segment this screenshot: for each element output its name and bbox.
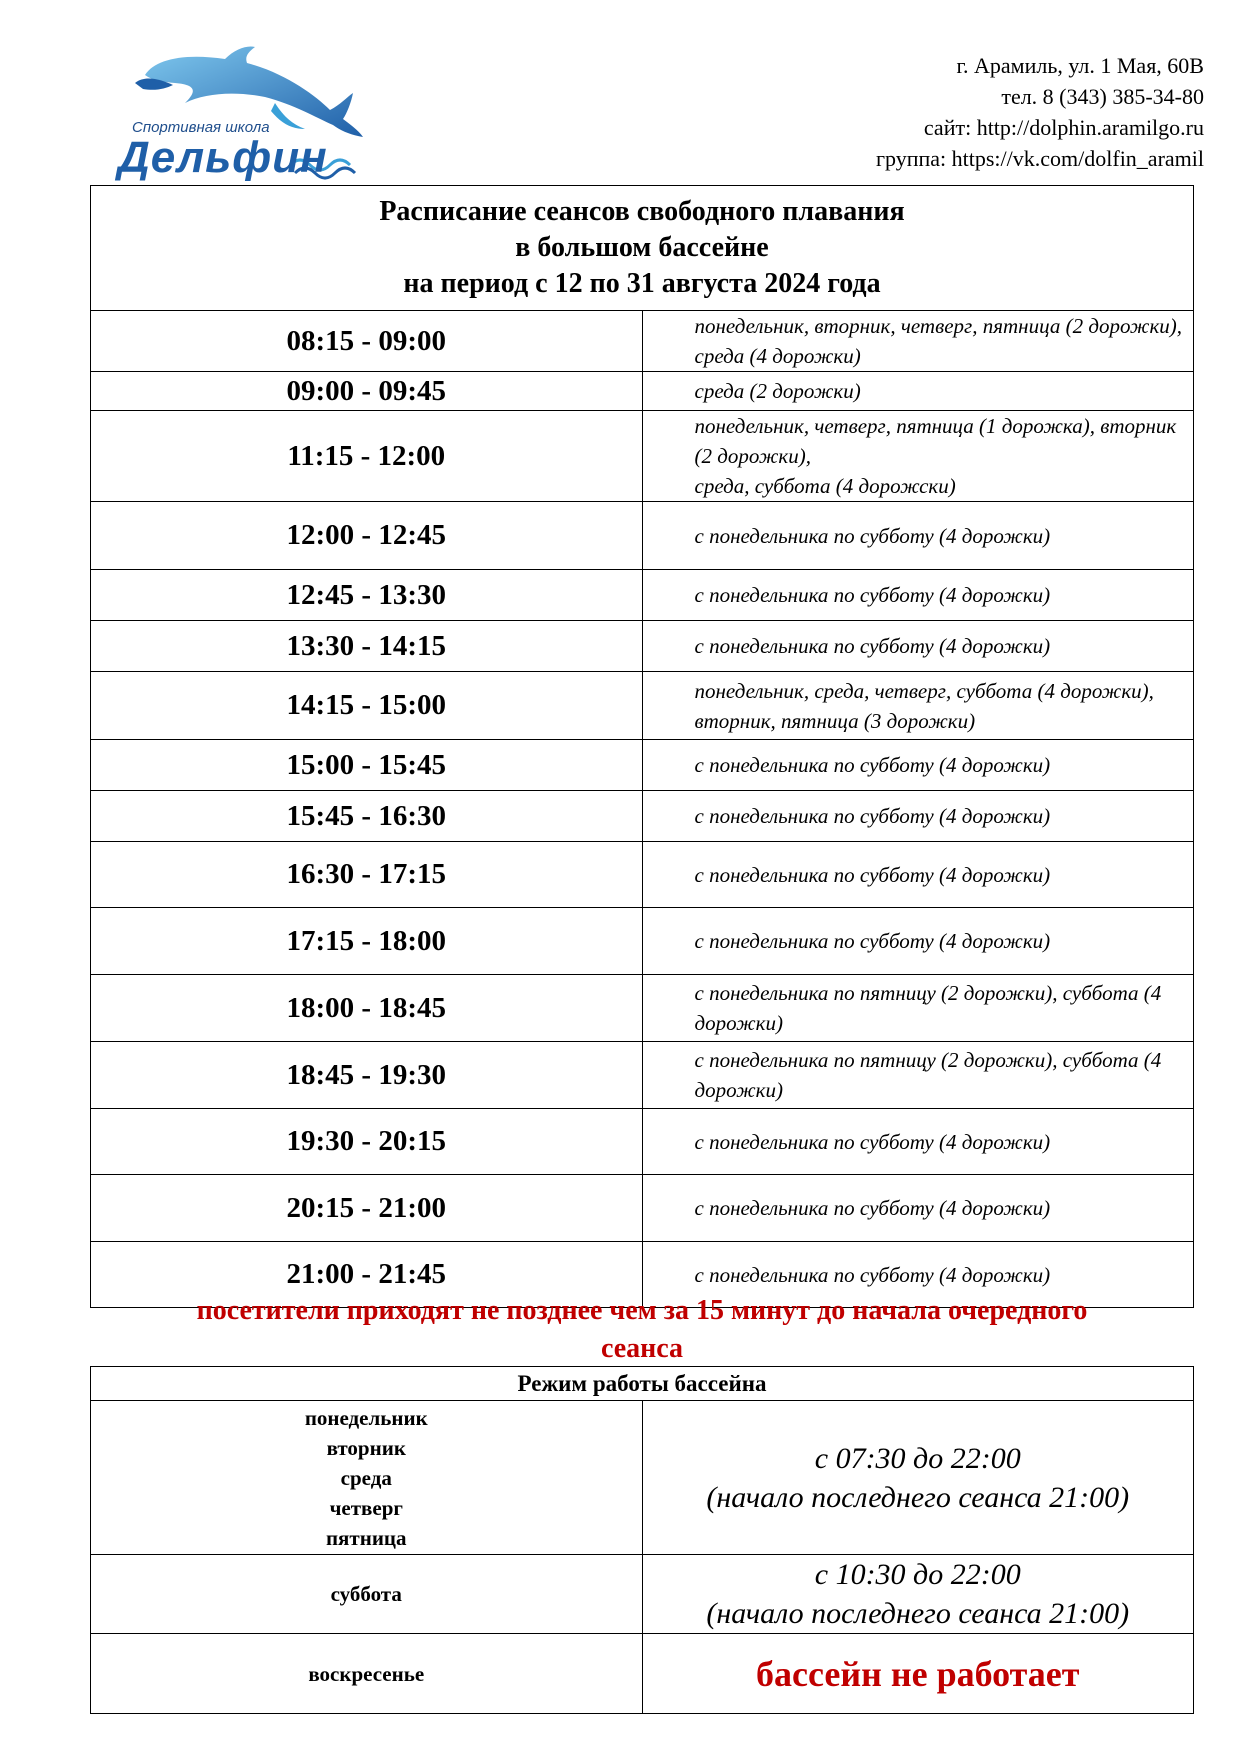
session-description bbox=[642, 1175, 1194, 1242]
session-time: 12:00 - 12:45 bbox=[91, 502, 643, 570]
logo-school-text: Спортивная школа bbox=[132, 119, 270, 136]
notice-line: сеанса bbox=[600, 1333, 684, 1364]
session-description bbox=[642, 570, 1194, 621]
hours-line: с 07:30 до 22:00 bbox=[814, 1441, 1021, 1475]
weekdays-cell bbox=[91, 1401, 643, 1555]
schedule-title-line: в большом бассейне bbox=[515, 232, 769, 263]
day-label: четверг bbox=[329, 1495, 403, 1520]
table-row bbox=[91, 372, 1194, 411]
session-time: 08:15 - 09:00 bbox=[91, 311, 643, 372]
table-row bbox=[91, 570, 1194, 621]
session-time: 09:00 - 09:45 bbox=[91, 372, 643, 411]
sunday-cell: воскресенье bbox=[91, 1634, 643, 1714]
schedule-title bbox=[91, 186, 1194, 311]
session-time: 21:00 - 21:45 bbox=[91, 1242, 643, 1308]
session-description bbox=[642, 791, 1194, 842]
day-label: среда bbox=[340, 1465, 392, 1490]
session-description bbox=[642, 1042, 1194, 1109]
session-description bbox=[642, 740, 1194, 791]
table-row bbox=[91, 621, 1194, 672]
table-row bbox=[91, 502, 1194, 570]
desc-line: с понедельника по субботу (4 дорожки) bbox=[694, 583, 1051, 607]
weekdays-hours bbox=[642, 1401, 1194, 1555]
desc-line: понедельник, вторник, четверг, пятница (2 дорожки), bbox=[694, 314, 1183, 338]
table-row bbox=[91, 1401, 1194, 1555]
website-text: сайт: http://dolphin.aramilgo.ru bbox=[923, 115, 1204, 140]
desc-line: с понедельника по субботу (4 дорожки) bbox=[694, 804, 1051, 828]
arrival-notice bbox=[90, 1292, 1194, 1368]
hours-title: Режим работы бассейна bbox=[91, 1367, 1194, 1401]
session-time: 11:15 - 12:00 bbox=[91, 411, 643, 502]
desc-line: с понедельника по субботу (4 дорожки) bbox=[694, 929, 1051, 953]
desc-line: с понедельника по субботу (4 дорожки) bbox=[694, 1196, 1051, 1220]
desc-line: с понедельника по субботу (4 дорожки) bbox=[694, 1262, 1051, 1287]
table-row bbox=[91, 740, 1194, 791]
table-row bbox=[91, 975, 1194, 1042]
saturday-cell: суббота bbox=[91, 1555, 643, 1634]
sunday-status: бассейн не работает bbox=[642, 1634, 1194, 1714]
session-description bbox=[642, 372, 1194, 411]
session-description bbox=[642, 311, 1194, 372]
desc-line: с понедельника по субботу (4 дорожки) bbox=[694, 634, 1051, 658]
schedule-title-line: Расписание сеансов свободного плавания bbox=[379, 196, 905, 227]
hours-line: (начало последнего сеанса 21:00) bbox=[706, 1480, 1130, 1514]
desc-line: с понедельника по субботу (4 дорожки) bbox=[694, 523, 1051, 548]
session-time: 16:30 - 17:15 bbox=[91, 842, 643, 908]
session-description bbox=[642, 672, 1194, 740]
desc-line: среда (4 дорожки) bbox=[694, 344, 861, 368]
schedule-table bbox=[90, 185, 1194, 1308]
session-time: 13:30 - 14:15 bbox=[91, 621, 643, 672]
session-description bbox=[642, 908, 1194, 975]
session-time: 14:15 - 15:00 bbox=[91, 672, 643, 740]
session-time: 18:45 - 19:30 bbox=[91, 1042, 643, 1109]
session-time: 18:00 - 18:45 bbox=[91, 975, 643, 1042]
session-description bbox=[642, 411, 1194, 502]
table-row bbox=[91, 1109, 1194, 1175]
desc-line: вторник, пятница (3 дорожки) bbox=[694, 708, 976, 733]
desc-line: с понедельника по пятницу (2 дорожки), суббота (4 дорожки) bbox=[694, 1048, 1162, 1102]
session-description bbox=[642, 1109, 1194, 1175]
desc-line: среда, суббота (4 дорожски) bbox=[694, 474, 956, 498]
day-label: вторник bbox=[326, 1435, 406, 1460]
session-time: 19:30 - 20:15 bbox=[91, 1109, 643, 1175]
session-description bbox=[642, 975, 1194, 1042]
table-row bbox=[91, 411, 1194, 502]
school-logo bbox=[115, 45, 395, 185]
session-time: 15:00 - 15:45 bbox=[91, 740, 643, 791]
schedule-title-row bbox=[91, 186, 1194, 311]
session-time: 12:45 - 13:30 bbox=[91, 570, 643, 621]
table-row bbox=[91, 311, 1194, 372]
table-row bbox=[91, 1042, 1194, 1109]
logo-brand-text: Дельфин bbox=[118, 133, 328, 182]
session-description bbox=[642, 621, 1194, 672]
vk-group-text: группа: https://vk.com/dolfin_aramil bbox=[875, 146, 1204, 171]
table-row bbox=[91, 791, 1194, 842]
contacts-block bbox=[876, 50, 1204, 174]
desc-line: среда (2 дорожки) bbox=[694, 379, 861, 403]
day-label: пятница bbox=[325, 1525, 407, 1550]
table-row bbox=[91, 1175, 1194, 1242]
session-time: 20:15 - 21:00 bbox=[91, 1175, 643, 1242]
saturday-hours bbox=[642, 1555, 1194, 1634]
hours-line: (начало последнего сеанса 21:00) bbox=[706, 1597, 1130, 1630]
table-row bbox=[91, 1634, 1194, 1714]
hours-line: с 10:30 до 22:00 bbox=[814, 1558, 1021, 1591]
session-time: 17:15 - 18:00 bbox=[91, 908, 643, 975]
desc-line: понедельник, четверг, пятница (1 дорожка), вторник (2 дорожки), bbox=[694, 414, 1177, 468]
table-row bbox=[91, 842, 1194, 908]
notice-line: посетители приходят не позднее чем за 15 минут до начала очередного bbox=[196, 1295, 1088, 1326]
desc-line: понедельник, среда, четверг, суббота (4 дорожки), bbox=[694, 678, 1154, 703]
session-description bbox=[642, 842, 1194, 908]
desc-line: с понедельника по субботу (4 дорожки) bbox=[694, 753, 1051, 777]
address-text: г. Арамиль, ул. 1 Мая, 60В bbox=[956, 53, 1204, 78]
table-row bbox=[91, 1555, 1194, 1634]
hours-title-row bbox=[91, 1367, 1194, 1401]
session-time: 15:45 - 16:30 bbox=[91, 791, 643, 842]
desc-line: с понедельника по субботу (4 дорожки) bbox=[694, 862, 1051, 887]
desc-line: с понедельника по пятницу (2 дорожки), суббота (4 дорожки) bbox=[694, 981, 1162, 1035]
schedule-title-line: на период с 12 по 31 августа 2024 года bbox=[403, 268, 881, 299]
session-description bbox=[642, 502, 1194, 570]
working-hours-table bbox=[90, 1366, 1194, 1714]
table-row bbox=[91, 672, 1194, 740]
desc-line: с понедельника по субботу (4 дорожки) bbox=[694, 1129, 1051, 1154]
table-row bbox=[91, 908, 1194, 975]
phone-text: тел. 8 (343) 385-34-80 bbox=[1001, 84, 1204, 109]
day-label: понедельник bbox=[304, 1405, 428, 1430]
